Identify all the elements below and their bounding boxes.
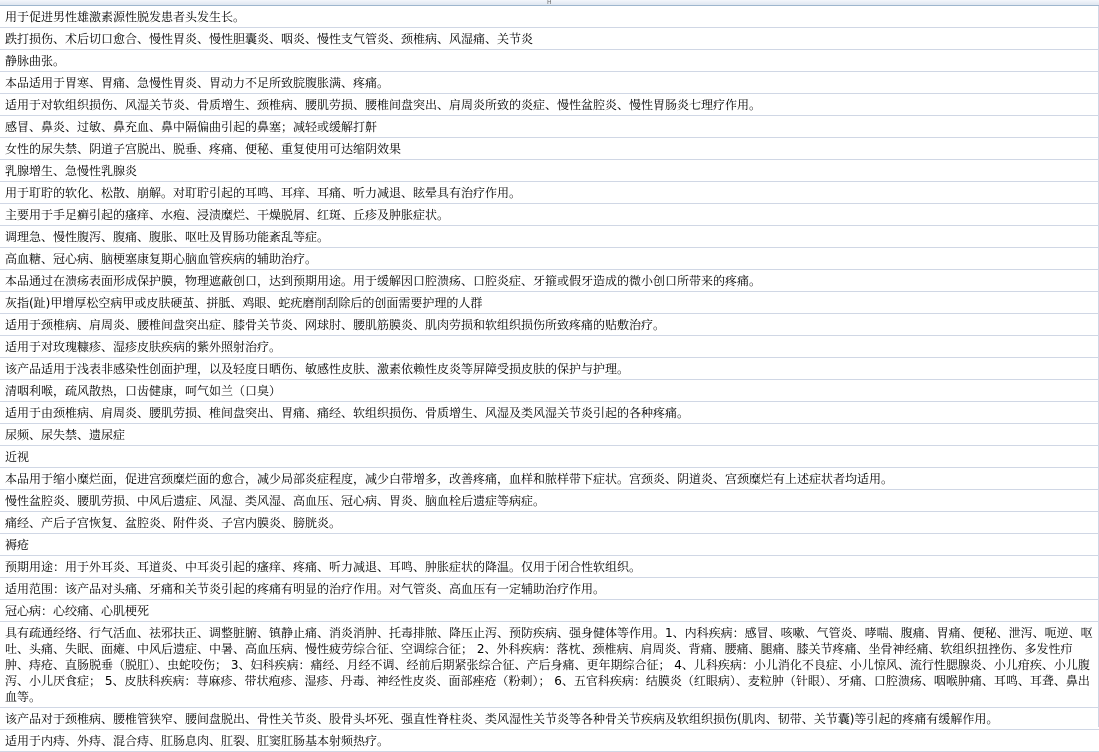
- cell-text: 主要用于手足癣引起的瘙痒、水疱、浸渍糜烂、干燥脱屑、红斑、丘疹及肿胀症状。: [5, 208, 450, 222]
- column-header-marker: H: [547, 0, 552, 6]
- cell-text: 该产品对于颈椎病、腰椎管狭窄、腰间盘脱出、骨性关节炎、股骨头坏死、强直性脊柱炎、类风湿性关节炎等各种骨关节疾病及软组织损伤(肌肉、韧带、关节囊)等引起的疼痛有缓解作用。: [5, 712, 999, 726]
- cell-row-20[interactable]: [0, 424, 1099, 446]
- cell-row-11[interactable]: [0, 226, 1099, 248]
- cell-text: 适用于由颈椎病、肩周炎、腰肌劳损、椎间盘突出、胃痛、痛经、软组织损伤、骨质增生、风湿及类风湿关节炎引起的各种疼痛。: [5, 406, 690, 420]
- cell-text: 痛经、产后子宫恢复、盆腔炎、附件炎、子宫内膜炎、膀胱炎。: [5, 516, 342, 530]
- cell-row-3[interactable]: [0, 50, 1099, 72]
- cell-text: 适用于内痔、外痔、混合痔、肛肠息肉、肛裂、肛窦肛肠基本射频热疗。: [5, 734, 390, 748]
- cell-row-31[interactable]: [0, 730, 1099, 752]
- cell-row-4[interactable]: [0, 72, 1099, 94]
- cell-row-6[interactable]: [0, 116, 1099, 138]
- cell-row-12[interactable]: [0, 248, 1099, 270]
- cell-text: 褥疮: [5, 538, 30, 552]
- cell-text: 感冒、鼻炎、过敏、鼻充血、鼻中隔偏曲引起的鼻塞；减轻或缓解打鼾: [5, 120, 378, 134]
- cell-row-1[interactable]: [0, 6, 1099, 28]
- cell-text: 具有疏通经络、行气活血、祛邪扶正、调整脏腑、镇静止痛、消炎消肿、托毒排脓、降压止泻、预防疾病、强身健体等作用。1、内科疾病：感冒、咳嗽、气管炎、哮喘、腹痛、胃痛、便秘、泄泻、呃逆、呕吐、头痛、失眠、面瘫、中风后遗症、中暑、高血压病、慢性疲劳综合征、空调综合征； 2、外科疾病：落枕、颈椎病、肩周炎、背痛、腰痛、腿痛、膝关节疼痛、坐骨神经痛、软组织扭挫伤、多发性疖肿、痔疮、直肠脱垂（脱肛）、虫蛇咬伤； 3、妇科疾病：痛经、月经不调、经前后期紧张综合征、产后身痛、更年期综合征； 4、儿科疾病：小儿消化不良症、小儿惊风、流行性腮腺炎、小儿疳疾、小儿腹泻、小儿厌食症； 5、皮肤科疾病：荨麻疹、带状疱疹、湿疹、丹毒、神经性皮炎、面部痤疮（粉刺）； 6、五官科疾病：结膜炎（红眼病）、麦粒肿（针眼）、牙痛、口腔溃疡、咽喉肿痛、耳鸣、耳聋、鼻出血等。: [5, 626, 1093, 704]
- cell-row-2[interactable]: [0, 28, 1099, 50]
- cell-text: 冠心病：心绞痛、心肌梗死: [5, 604, 150, 618]
- cell-row-27[interactable]: [0, 578, 1099, 600]
- spreadsheet-grid: [0, 6, 1099, 752]
- cell-row-29[interactable]: [0, 622, 1099, 708]
- cell-row-22[interactable]: [0, 468, 1099, 490]
- cell-text: 尿频、尿失禁、遗尿症: [5, 428, 126, 442]
- cell-row-26[interactable]: [0, 556, 1099, 578]
- cell-text: 清咽利喉，疏风散热，口齿健康，呵气如兰（口臭）: [5, 384, 282, 398]
- cell-row-24[interactable]: [0, 512, 1099, 534]
- cell-text: 适用于对玫瑰糠疹、湿疹皮肤疾病的紫外照射治疗。: [5, 340, 282, 354]
- cell-row-28[interactable]: [0, 600, 1099, 622]
- cell-text: 乳腺增生、急慢性乳腺炎: [5, 164, 138, 178]
- cell-row-5[interactable]: [0, 94, 1099, 116]
- cell-text: 静脉曲张。: [5, 54, 66, 68]
- cell-text: 本品适用于胃寒、胃痛、急慢性胃炎、胃动力不足所致脘腹胀满、疼痛。: [5, 76, 390, 90]
- cell-row-25[interactable]: [0, 534, 1099, 556]
- cell-text: 慢性盆腔炎、腰肌劳损、中风后遗症、风湿、类风湿、高血压、冠心病、胃炎、脑血栓后遗症等病症。: [5, 494, 546, 508]
- cell-text: 适用于对软组织损伤、风湿关节炎、骨质增生、颈椎病、腰肌劳损、腰椎间盘突出、肩周炎所致的炎症、慢性盆腔炎、慢性胃肠炎七理疗作用。: [5, 98, 762, 112]
- cell-text: 适用范围：该产品对头痛、牙痛和关节炎引起的疼痛有明显的治疗作用。对气管炎、高血压有一定辅助治疗作用。: [5, 582, 606, 596]
- cell-row-14[interactable]: [0, 292, 1099, 314]
- cell-row-15[interactable]: [0, 314, 1099, 336]
- cell-text: 女性的尿失禁、阴道子宫脱出、脱垂、疼痛、便秘、重复使用可达缩阴效果: [5, 142, 402, 156]
- cell-row-16[interactable]: [0, 336, 1099, 358]
- cell-row-10[interactable]: [0, 204, 1099, 226]
- cell-text: 用于耵聍的软化、松散、崩解。对耵聍引起的耳鸣、耳痒、耳痛、听力减退、眩晕具有治疗作用。: [5, 186, 522, 200]
- cell-text: 该产品适用于浅表非感染性创面护理，以及轻度日晒伤、敏感性皮肤、激素依赖性皮炎等屏障受损皮肤的保护与护理。: [5, 362, 630, 376]
- cell-text: 调理急、慢性腹泻、腹痛、腹胀、呕吐及胃肠功能紊乱等症。: [5, 230, 330, 244]
- cell-row-21[interactable]: [0, 446, 1099, 468]
- cell-row-13[interactable]: [0, 270, 1099, 292]
- cell-text: 跌打损伤、术后切口愈合、慢性胃炎、慢性胆囊炎、咽炎、慢性支气管炎、颈椎病、风湿痛、关节炎: [5, 32, 534, 46]
- cell-row-7[interactable]: [0, 138, 1099, 160]
- cell-text: 灰指(趾)甲增厚松空病甲或皮肤硬茧、拼胝、鸡眼、蛇疣磨削刮除后的创面需要护理的人群: [5, 296, 483, 310]
- cell-row-23[interactable]: [0, 490, 1099, 512]
- cell-row-19[interactable]: [0, 402, 1099, 424]
- cell-text: 本品用于缩小糜烂面，促进宫颈糜烂面的愈合，减少局部炎症程度，减少白带增多，改善疼痛，血样和脓样带下症状。宫颈炎、阴道炎、宫颈糜烂有上述症状者均适用。: [5, 472, 894, 486]
- cell-row-9[interactable]: [0, 182, 1099, 204]
- cell-row-8[interactable]: [0, 160, 1099, 182]
- cell-row-18[interactable]: [0, 380, 1099, 402]
- cell-text: 用于促进男性雄激素源性脱发患者头发生长。: [5, 10, 246, 24]
- cell-row-17[interactable]: [0, 358, 1099, 380]
- cell-text: 近视: [5, 450, 30, 464]
- cell-text: 本品通过在溃疡表面形成保护膜，物理遮蔽创口，达到预期用途。用于缓解因口腔溃疡、口腔炎症、牙箍或假牙造成的微小创口所带来的疼痛。: [5, 274, 762, 288]
- cell-text: 预期用途：用于外耳炎、耳道炎、中耳炎引起的瘙痒、疼痛、听力减退、耳鸣、肿胀症状的降温。仅用于闭合性软组织。: [5, 560, 642, 574]
- cell-text: 高血糖、冠心病、脑梗塞康复期心脑血管疾病的辅助治疗。: [5, 252, 318, 266]
- cell-text: 适用于颈椎病、肩周炎、腰椎间盘突出症、膝骨关节炎、网球肘、腰肌筋膜炎、肌肉劳损和软组织损伤所致疼痛的贴敷治疗。: [5, 318, 666, 332]
